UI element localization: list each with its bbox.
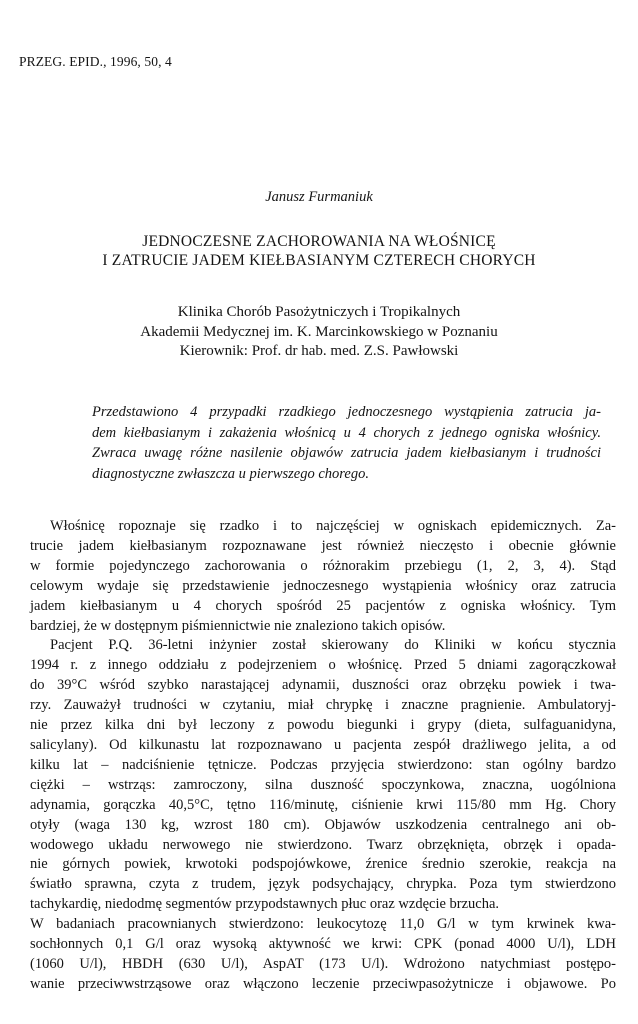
body-line: sochłonnych 0,1 G/l oraz wysoką aktywność we krwi: CPK (ponad 4000 U/l), LDH — [30, 936, 616, 953]
title-line: I ZATRUCIE JADEM KIEŁBASIANYM CZTERECH CHORYCH — [102, 252, 536, 269]
body-line: W badaniach pracownianych stwierdzono: leukocytozę 11,0 G/l w tym krwinek kwa- — [30, 916, 616, 933]
affiliation-line: Klinika Chorób Pasożytniczych i Tropikalnych — [177, 304, 461, 320]
body-line: (1060 U/l), HBDH (630 U/l), AspAT (173 U/l). Wdrożono natychmiast postępo- — [30, 955, 616, 972]
affiliation-line: Akademii Medycznej im. K. Marcinkowskiego w Poznaniu — [140, 323, 498, 340]
body-line: ciężki – wstrząs: zamroczony, silna duszność spoczynkowa, znaczna, uogólniona — [30, 776, 616, 793]
abstract-line: Przedstawiono 4 przypadki rzadkiego jednoczesnego wystąpienia zatrucia ja- — [92, 404, 601, 420]
author-name: Janusz Furmaniuk — [265, 189, 373, 205]
affiliation — [0, 303, 638, 362]
body-line: światło sprawna, czyta z trudem, język podsychający, chrypka. Poza tym stwierdzono — [30, 876, 616, 893]
journal-header: PRZEG. EPID., 1996, 50, 4 — [19, 54, 172, 69]
body-line: nie górnych powiek, krwotoki podspojówkowe, źrenice średnio szerokie, reakcja na — [30, 856, 616, 873]
abstract-line: Zwraca uwagę różne nasilenie objawów zatrucia jadem kiełbasianym i trudności — [92, 445, 601, 461]
body-line: w formie pojedynczego zachorowania o różnorakim przebiegu (1, 2, 3, 4). Stąd — [30, 557, 616, 574]
body-line: wodowego układu nerwowego nie stwierdzono. Twarz obrzęknięta, obrzęk i opada- — [30, 836, 616, 853]
body-line: wanie przeciwwstrząsowe oraz włączono leczenie przeciwpasożytnicze i objawowe. Po — [30, 975, 616, 992]
body-line: Włośnicę ropoznaje się rzadko i to najczęściej w ogniskach epidemicznych. Za- — [50, 518, 616, 534]
body-line: rzy. Zauważył trudności w czytaniu, miał chrypkę i znaczne pragnienie. Ambulatoryj- — [30, 697, 616, 714]
abstract — [92, 402, 601, 484]
body-text — [30, 517, 616, 995]
body-line: tachykardię, niedodmę segmentów przypodstawnych płuc oraz wzdęcie brzucha. — [30, 896, 500, 913]
body-line: 1994 r. z innego oddziału z podejrzeniem o włośnicę. Przed 5 dniami zagorączkował — [30, 657, 616, 674]
affiliation-line: Kierownik: Prof. dr hab. med. Z.S. Pawłowski — [179, 343, 459, 359]
body-line: do 39°C wśród szybko narastającej adynamii, duszności oraz obrzęku powiek i twa- — [30, 677, 616, 694]
body-line: jadem kiełbasianym u 4 chorych spośród 25 pacjentów z ogniska włośnicy. Tym — [30, 597, 616, 614]
article-title — [0, 232, 638, 270]
title-line: JEDNOCZESNE ZACHOROWANIA NA WŁOŚNICĘ — [142, 233, 496, 250]
body-line: salicylany). Od kilkunastu lat rozpoznawano u pacjenta zespół drażliwego jelita, a od — [30, 736, 616, 753]
body-line: bardziej, że w dostępnym piśmiennictwie nie znaleziono takich opisów. — [30, 617, 446, 634]
abstract-line: diagnostyczne zwłaszcza u pierwszego chorego. — [92, 465, 369, 482]
body-line: otyły (waga 130 kg, wzrost 180 cm). Objawów uszkodzenia centralnego ani ob- — [30, 816, 616, 833]
body-line: celowym wydaje się przedstawienie jednoczesnego wystąpienia włośnicy oraz zatrucia — [30, 577, 616, 594]
body-line: kilku lat – nadciśnienie tętnicze. Podczas przyjęcia stwierdzono: stan ogólny bardzo — [30, 756, 616, 773]
abstract-line: dem kiełbasianym i zakażenia włośnicą u 4 chorych z jednego ogniska włośnicy. — [92, 424, 601, 441]
body-line: trucie jadem kiełbasianym rozpoznawane jest również nieczęsto i obecnie głównie — [30, 537, 616, 554]
body-line: nie przez kilka dni był leczony z powodu biegunki i grypy (dieta, sulfaguanidyna, — [30, 717, 616, 734]
body-line: adynamia, gorączka 40,5°C, tętno 116/minutę, ciśnienie krwi 115/80 mm Hg. Chory — [30, 796, 616, 813]
body-line: Pacjent P.Q. 36-letni inżynier został skierowany do Kliniki w końcu stycznia — [50, 637, 616, 654]
